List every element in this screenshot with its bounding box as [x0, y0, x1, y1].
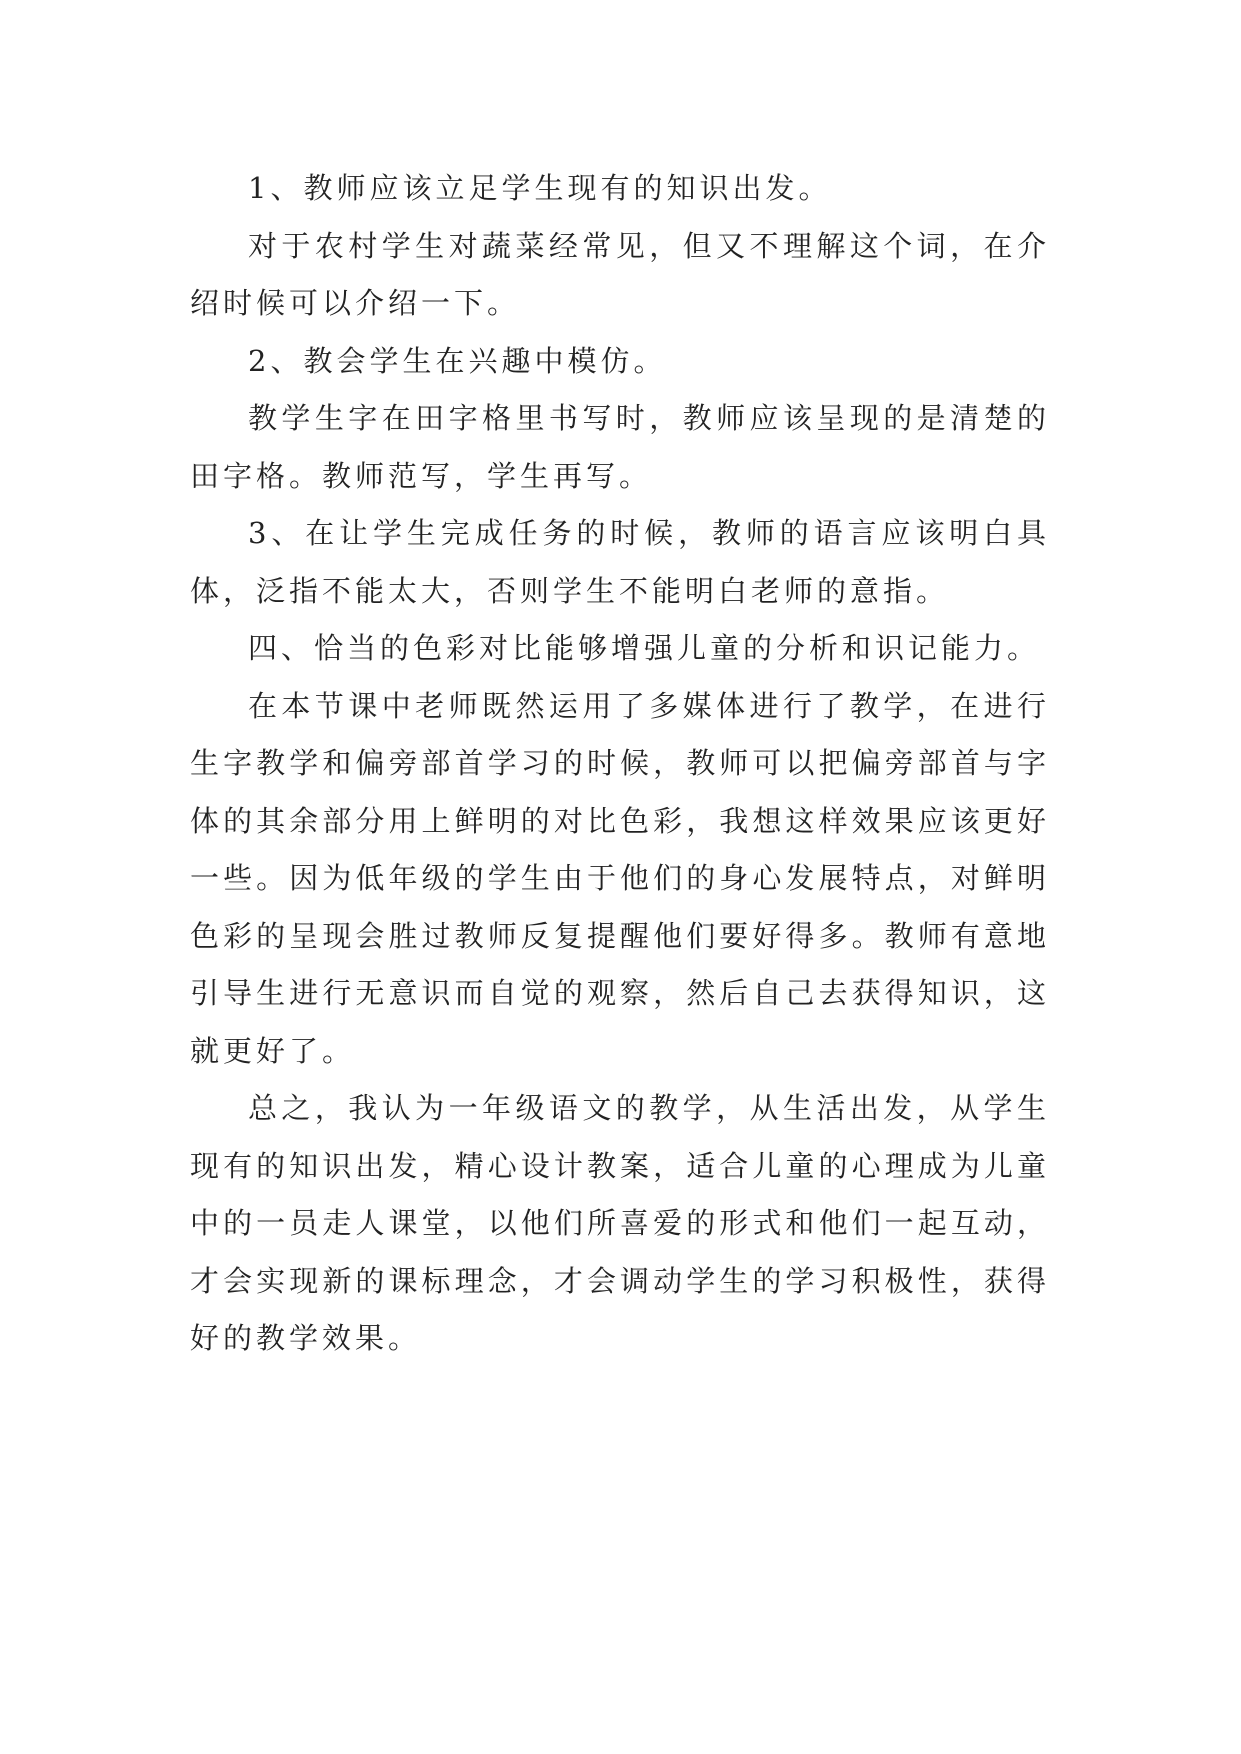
paragraph-6: 四、恰当的色彩对比能够增强儿童的分析和识记能力。: [248, 631, 1041, 665]
document-body: [190, 160, 1050, 1368]
paragraph-7: 在本节课中老师既然运用了多媒体进行了教学，在进行生字教学和偏旁部首学习的时候，教师可以把偏旁部首与字体的其余部分用上鲜明的对比色彩，我想这样效果应该更好一些。因为低年级的学生由于他们的身心发展特点，对鲜明色彩的呈现会胜过教师反复提醒他们要好得多。教师有意地引导生进行无意识而自觉的观察，然后自己去获得知识，这就更好了。: [190, 688, 1050, 1068]
paragraph-8: 总之，我认为一年级语文的教学，从生活出发，从学生现有的知识出发，精心设计教案，适合儿童的心理成为儿童中的一员走人课堂，以他们所喜爱的形式和他们一起互动，才会实现新的课标理念，才会调动学生的学习积极性，获得好的教学效果。: [190, 1091, 1050, 1355]
paragraph-1: 1、教师应该立足学生现有的知识出发。: [248, 171, 832, 205]
paragraph-3: 2、教会学生在兴趣中模仿。: [248, 343, 667, 378]
paragraph-2: 对于农村学生对蔬菜经常见，但又不理解这个词，在介绍时候可以介绍一下。: [190, 228, 1050, 320]
paragraph-4: 教学生字在田字格里书写时，教师应该呈现的是清楚的田字格。教师范写，学生再写。: [190, 401, 1050, 493]
paragraph-5: 3、在让学生完成任务的时候，教师的语言应该明白具体，泛指不能太大，否则学生不能明白老师的意指。: [190, 516, 1050, 608]
